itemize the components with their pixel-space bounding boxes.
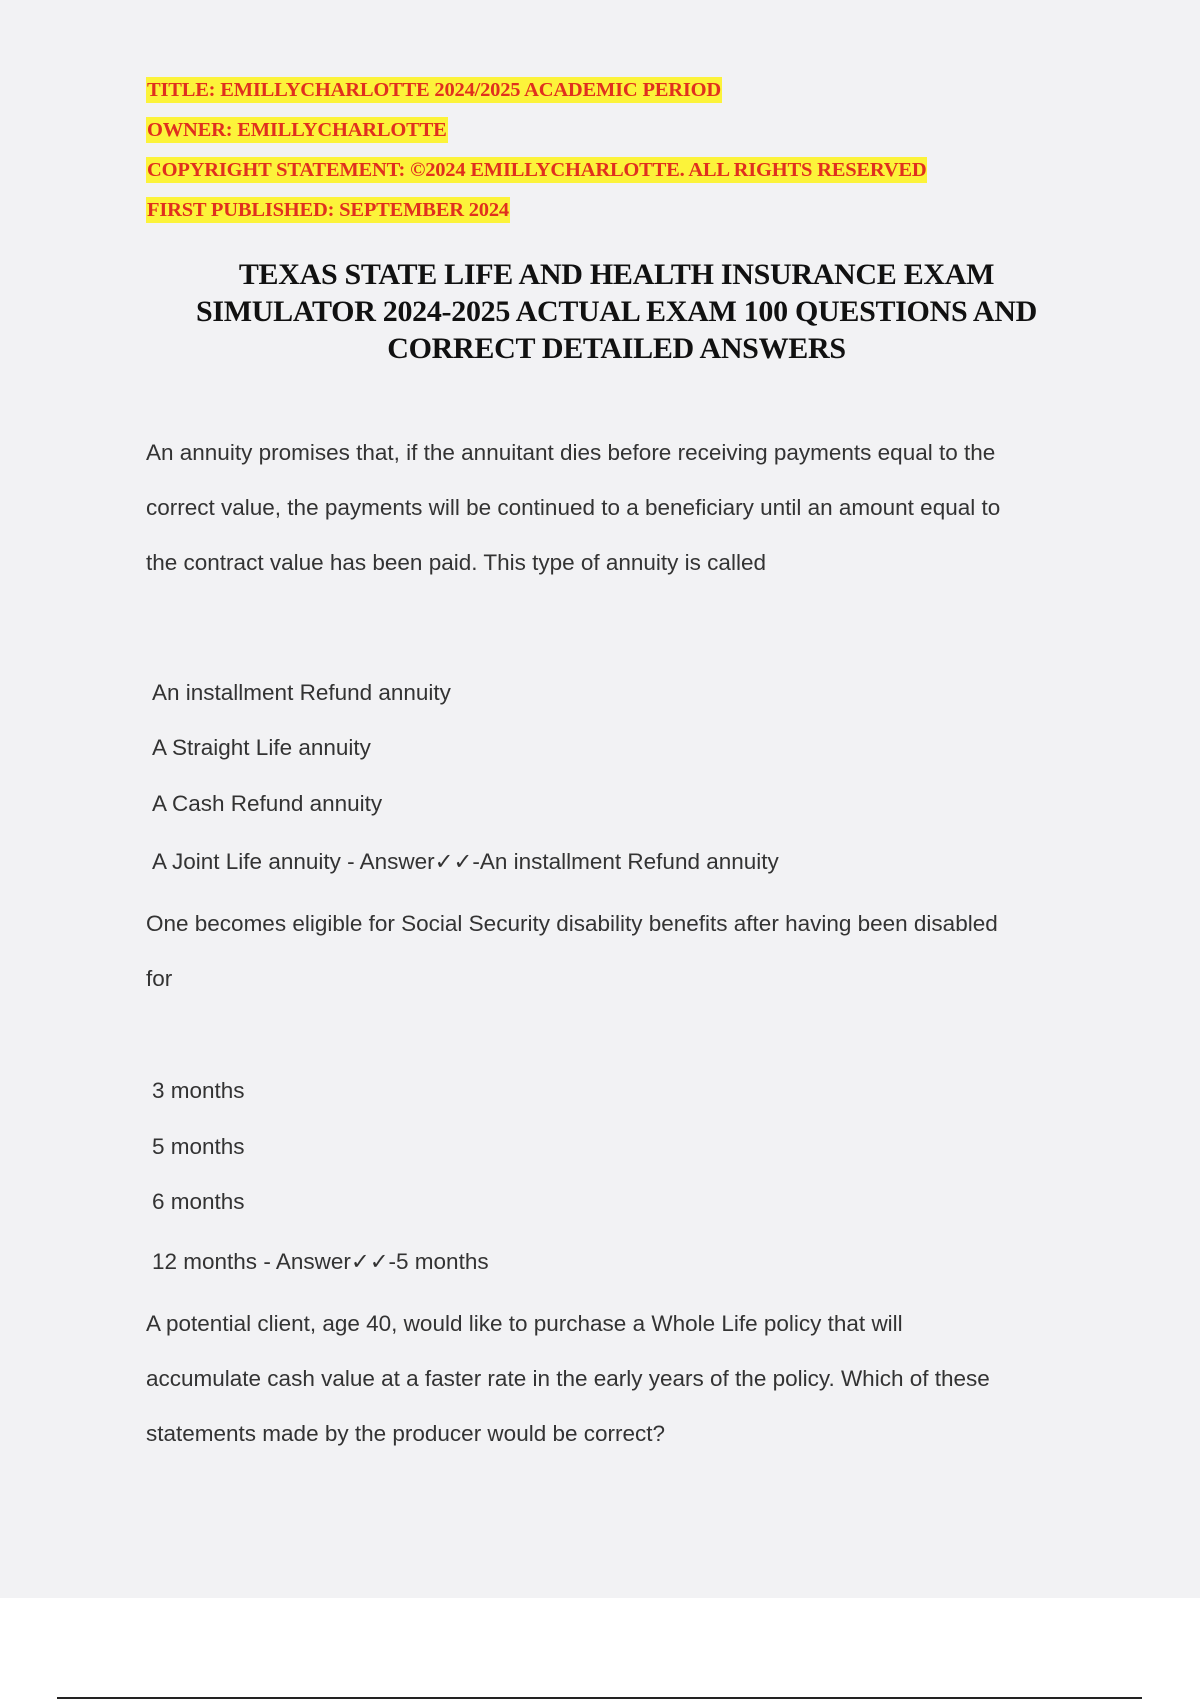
meta-owner: OWNER: EMILLYCHARLOTTE	[147, 119, 447, 141]
question-line: statements made by the producer would be correct?	[146, 1421, 666, 1446]
question-line: An annuity promises that, if the annuitant dies before receiving payments equal to the	[146, 440, 996, 465]
question-line: One becomes eligible for Social Security disability benefits after having been disabled	[146, 911, 998, 936]
question-line: correct value, the payments will be continued to a beneficiary until an amount equal to	[146, 495, 1001, 520]
footer-divider	[57, 1697, 1142, 1699]
question-1-text	[146, 425, 1000, 590]
question-1-answer: A Joint Life annuity - Answer✓✓-An installment Refund annuity	[152, 849, 779, 874]
question-line: the contract value has been paid. This type of annuity is called	[146, 550, 766, 575]
title-line: SIMULATOR 2024-2025 ACTUAL EXAM 100 QUESTIONS AND	[196, 295, 1037, 328]
metadata-block	[146, 70, 927, 230]
question-line: accumulate cash value at a faster rate in the early years of the policy. Which of these	[146, 1366, 990, 1391]
question-1-option: A Cash Refund annuity	[152, 791, 383, 816]
question-2-option: 5 months	[152, 1134, 245, 1159]
question-line: for	[146, 966, 173, 991]
question-1-option: A Straight Life annuity	[152, 735, 371, 760]
title-line: TEXAS STATE LIFE AND HEALTH INSURANCE EXAM	[238, 258, 995, 291]
document-title	[120, 256, 1113, 367]
meta-copyright: COPYRIGHT STATEMENT: ©2024 EMILLYCHARLOTTE. ALL RIGHTS RESERVED	[147, 159, 927, 181]
title-line: CORRECT DETAILED ANSWERS	[387, 332, 846, 365]
question-3-text	[146, 1296, 990, 1461]
meta-title: TITLE: EMILLYCHARLOTTE 2024/2025 ACADEMIC PERIOD	[147, 79, 721, 101]
question-2-answer: 12 months - Answer✓✓-5 months	[152, 1249, 489, 1274]
question-2-option: 6 months	[152, 1189, 245, 1214]
question-2-text	[146, 896, 998, 1006]
question-line: A potential client, age 40, would like to purchase a Whole Life policy that will	[146, 1311, 903, 1336]
question-1-option: An installment Refund annuity	[152, 680, 451, 705]
meta-first-published: FIRST PUBLISHED: SEPTEMBER 2024	[147, 199, 509, 221]
question-2-option: 3 months	[152, 1078, 245, 1103]
